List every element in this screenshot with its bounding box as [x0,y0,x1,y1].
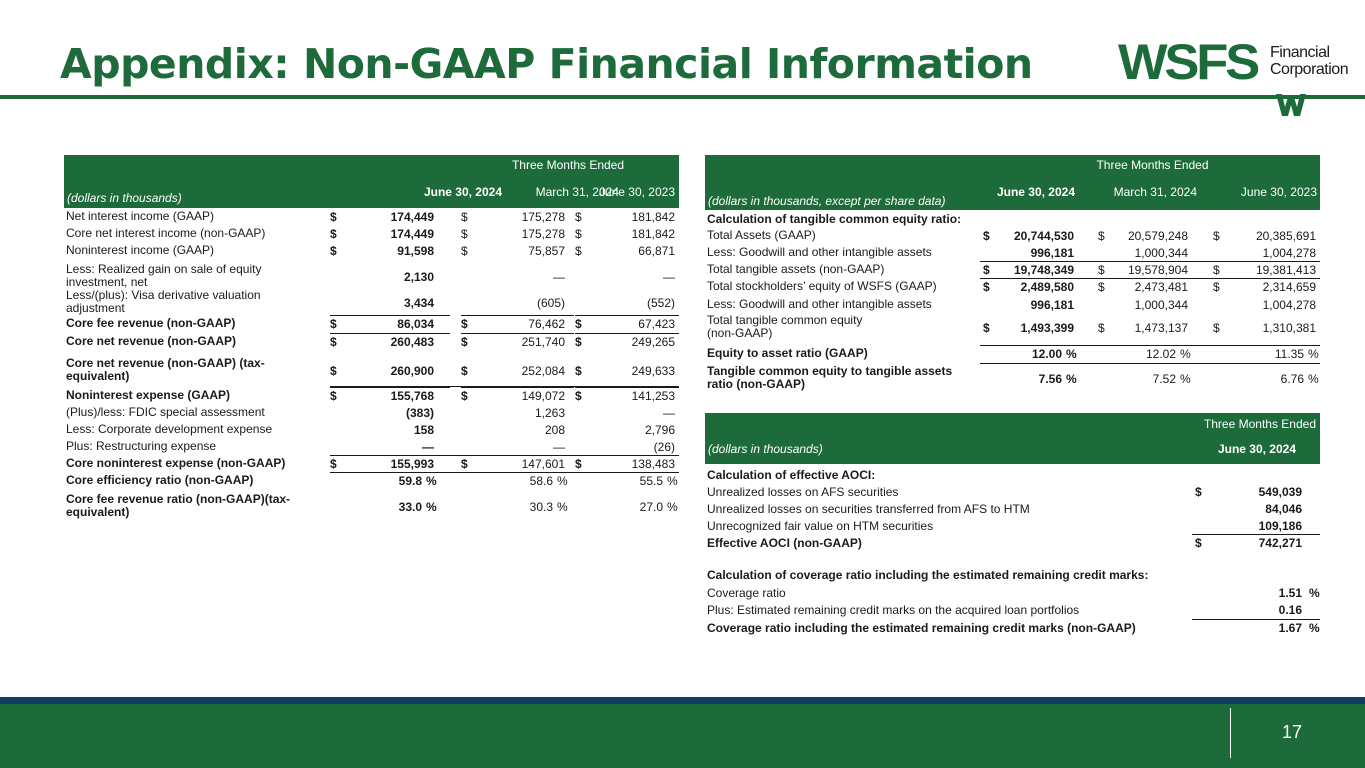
cell-value: 3,434 [403,296,434,310]
cell-value: 7.52 [1152,372,1176,386]
table-row [705,468,1320,482]
row-label: Noninterest income (GAAP) [66,243,215,257]
dollar-sign: $ [461,389,468,403]
table-row [64,227,679,241]
cell-value: 2,130 [403,270,434,284]
cell-value: 252,084 [521,364,565,378]
column-header: June 30, 2024 [423,185,502,199]
table-row [64,289,679,317]
dollar-sign: $ [575,317,582,331]
row-label: Unrecognized fair value on HTM securities [707,519,934,533]
dollar-sign: $ [330,244,337,258]
footer-bar [0,704,1365,768]
cell-value: — [663,406,675,420]
cell-value: 55.5 [639,474,663,488]
cell-value: 2,473,481 [1134,280,1188,294]
table-row [705,568,1320,582]
row-underline [575,387,679,388]
table-row [64,335,679,349]
row-label: Core fee revenue ratio (non-GAAP)(tax- equivalent) [66,492,291,519]
cell-value: 20,385,691 [1255,229,1316,243]
cell-value: 549,039 [1258,485,1302,499]
cell-value: 175,278 [521,227,565,241]
dollar-sign: $ [983,263,990,277]
cell-value: — [422,440,434,454]
row-label: Less: Goodwill and other intangible assets [707,245,932,259]
footer-divider [1230,708,1231,758]
cell-value: 67,423 [638,317,675,331]
dollar-sign: $ [461,335,468,349]
cell-value: 2,314,659 [1262,280,1316,294]
dollar-sign: $ [1195,485,1202,499]
row-label: Core net revenue (non-GAAP) [66,334,237,348]
dollar-sign: $ [1213,263,1220,277]
table-row [705,298,1320,312]
cell-value: 109,186 [1258,519,1302,533]
cell-value: (383) [405,406,434,420]
row-underline [330,472,679,473]
table-row [705,263,1320,277]
aoci-coverage-table [705,413,1320,635]
row-label: Core net revenue (non-GAAP) (tax- equivalent) [66,356,265,383]
dollar-sign: $ [575,227,582,241]
cell-value: 181,842 [631,210,675,224]
cell-value: 260,900 [390,364,434,378]
cell-value: 20,744,530 [1013,229,1074,243]
row-label: Coverage ratio including the estimated remaining credit marks (non-GAAP) [707,621,1136,635]
table-row [64,263,679,291]
percent-sign: % [1066,347,1077,361]
row-underline [330,386,679,387]
dollar-sign: $ [330,457,337,471]
row-underline [980,363,1320,364]
cell-value: — [553,440,565,454]
cell-value: 58.6 [529,474,553,488]
row-label: Less: Realized gain on sale of equity investment, net [66,262,262,289]
cell-value: 20,579,248 [1127,229,1188,243]
column-header: June 30, 2024 [996,185,1075,199]
cell-value: 30.3 [529,500,553,514]
table-row [705,586,1320,600]
row-underline [1192,619,1320,620]
cell-value: 249,633 [631,364,675,378]
row-label: Tangible common equity to tangible assets ratio (non-GAAP) [707,364,953,391]
row-underline [461,333,574,334]
dollar-sign: $ [461,244,468,258]
row-label: Core efficiency ratio (non-GAAP) [66,473,254,487]
row-label: Core noninterest expense (non-GAAP) [66,456,286,470]
cell-value: 59.8 [398,474,422,488]
row-label: Effective AOCI (non-GAAP) [707,536,862,550]
dollar-sign: $ [330,335,337,349]
table-row [64,389,679,403]
wsfs-logo [1118,34,1349,120]
row-underline [330,455,679,456]
row-underline [980,345,1320,346]
dollar-sign: $ [575,364,582,378]
logo-subtitle [1270,44,1348,78]
cell-value: 75,857 [528,244,565,258]
percent-sign: % [426,474,437,488]
row-label: Unrealized losses on securities transferred from AFS to HTM [707,502,1030,516]
wsfs-w-mark-icon [1276,94,1306,116]
row-label: Total Assets (GAAP) [707,228,816,242]
table-row [705,603,1320,617]
cell-value: 1,493,399 [1020,321,1074,335]
table-row [705,314,1320,342]
dollar-sign: $ [575,457,582,471]
row-label: Less: Corporate development expense [66,422,273,436]
row-label: Core fee revenue (non-GAAP) [66,316,236,330]
dollar-sign: $ [330,364,337,378]
row-label: Coverage ratio [707,586,786,600]
percent-sign: % [426,500,437,514]
cell-value: 208 [544,423,565,437]
cell-value: 76,462 [528,317,565,331]
logo-wordmark: WSFS [1118,34,1258,90]
percent-sign: % [1180,372,1191,386]
row-label: Net interest income (GAAP) [66,209,215,223]
table-row [705,502,1320,516]
units-label: (dollars in thousands) [67,191,182,205]
percent-sign: % [1066,372,1077,386]
column-header: June 30, 2024 [1217,442,1296,456]
period-header: Three Months Ended [1203,417,1316,431]
cell-value: 1,004,278 [1262,246,1316,260]
row-label: Total stockholders’ equity of WSFS (GAAP) [707,279,937,293]
percent-sign: % [557,500,568,514]
cell-value: — [663,270,675,284]
cell-value: 1,310,381 [1262,321,1316,335]
cell-value: 66,871 [638,244,675,258]
table-row [705,280,1320,294]
table-row [64,244,679,258]
table-row [64,457,679,471]
dollar-sign: $ [461,210,468,224]
dollar-sign: $ [330,317,337,331]
cell-value: 1,004,278 [1262,298,1316,312]
cell-value: 174,449 [390,227,434,241]
percent-sign: % [1308,347,1319,361]
table-row [705,621,1320,635]
cell-value: 155,993 [390,457,434,471]
table-row [64,440,679,454]
row-underline [575,333,679,334]
dollar-sign: $ [575,335,582,349]
cell-value: (552) [646,296,675,310]
table-row [705,519,1320,533]
cell-value: 1.51 [1278,586,1302,600]
dollar-sign: $ [461,457,468,471]
dollar-sign: $ [461,317,468,331]
dollar-sign: $ [1098,321,1105,335]
column-header: June 30, 2023 [598,185,675,199]
table-header [64,155,679,208]
row-underline [1192,534,1320,535]
table-header [705,155,1320,210]
cell-value: 0.16 [1278,603,1302,617]
table-row [64,423,679,437]
dollar-sign: $ [983,229,990,243]
row-underline [980,261,1320,262]
cell-value: 147,601 [521,457,565,471]
dollar-sign: $ [983,321,990,335]
row-label: Total tangible assets (non-GAAP) [707,262,885,276]
table-row [705,485,1320,499]
cell-value: 33.0 [398,500,422,514]
cell-value: 19,381,413 [1255,263,1316,277]
row-label: Core net interest income (non-GAAP) [66,226,266,240]
table-row [705,536,1320,550]
dollar-sign: $ [983,280,990,294]
dollar-sign: $ [1098,229,1105,243]
cell-value: 12.02 [1145,347,1176,361]
footer-stripe [0,697,1365,704]
row-underline [330,333,450,334]
cell-value: 149,072 [521,389,565,403]
cell-value: 84,046 [1265,502,1302,516]
page-number: 17 [1282,722,1303,742]
row-label: Equity to asset ratio (GAAP) [707,346,868,360]
cell-value: — [553,270,565,284]
row-underline [461,315,574,316]
cell-value: 6.76 [1280,372,1304,386]
table-header [705,413,1320,464]
column-header: March 31, 2024 [535,185,619,199]
table-row [64,474,679,488]
dollar-sign: $ [461,364,468,378]
table-row [64,406,679,420]
cell-value: 175,278 [521,210,565,224]
row-underline [461,387,574,388]
row-label: Plus: Restructuring expense [66,439,217,453]
cell-value: 251,740 [521,335,565,349]
cell-value: 249,265 [631,335,675,349]
cell-value: 155,768 [390,389,434,403]
table-row [705,213,1320,227]
cell-value: 742,271 [1258,536,1302,550]
row-label: Less/(plus): Visa derivative valuation adjustment [66,288,261,315]
period-header: Three Months Ended [1096,158,1209,172]
cell-value: 1,473,137 [1134,321,1188,335]
core-revenue-table [64,155,679,519]
tangible-equity-table [705,155,1320,391]
dollar-sign: $ [330,227,337,241]
dollar-sign: $ [461,227,468,241]
cell-value: 996,181 [1030,298,1074,312]
row-underline [980,278,1320,279]
units-label: (dollars in thousands, except per share data) [708,194,946,208]
period-header: Three Months Ended [511,158,625,172]
cell-value: 174,449 [390,210,434,224]
row-label: Calculation of tangible common equity ratio: [707,212,962,226]
units-label: (dollars in thousands) [708,442,823,456]
row-label: Unrealized losses on AFS securities [707,485,899,499]
dollar-sign: $ [1213,229,1220,243]
row-label: Total tangible common equity (non-GAAP) [707,313,863,340]
dollar-sign: $ [330,389,337,403]
cell-value: (26) [653,440,675,454]
row-label: (Plus)/less: FDIC special assessment [66,405,265,419]
cell-value: 1.67 [1278,621,1302,635]
cell-value: 19,748,349 [1013,263,1074,277]
table-row [64,357,679,385]
dollar-sign: $ [1195,536,1202,550]
cell-value: 27.0 [639,500,663,514]
logo-line-1: Financial [1270,44,1330,61]
cell-value: 2,489,580 [1020,280,1074,294]
cell-value: 138,483 [631,457,675,471]
table-row [705,365,1320,393]
row-label: Calculation of effective AOCI: [707,468,876,482]
logo-line-2: Corporation [1270,61,1349,78]
cell-value: (605) [536,296,565,310]
table-row [64,317,679,331]
row-underline [330,387,450,388]
table-row [705,246,1320,260]
dollar-sign: $ [575,210,582,224]
percent-sign: % [1180,347,1191,361]
percent-sign: % [1309,586,1320,600]
dollar-sign: $ [575,389,582,403]
cell-value: 86,034 [397,317,434,331]
cell-value: 11.35 [1274,347,1304,361]
row-label: Plus: Estimated remaining credit marks on the acquired loan portfolios [707,603,1080,617]
cell-value: 91,598 [397,244,434,258]
cell-value: 1,000,344 [1134,246,1188,260]
cell-value: 260,483 [390,335,434,349]
percent-sign: % [667,500,678,514]
row-label: Calculation of coverage ratio including the estimated remaining credit marks: [707,568,1149,582]
cell-value: 181,842 [631,227,675,241]
row-label: Less: Goodwill and other intangible assets [707,297,932,311]
dollar-sign: $ [1098,280,1105,294]
dollar-sign: $ [1213,321,1220,335]
cell-value: 12.00 [1031,347,1062,361]
table-row [705,347,1320,361]
column-header: June 30, 2023 [1240,185,1317,199]
percent-sign: % [557,474,568,488]
cell-value: 158 [413,423,434,437]
row-underline [575,315,679,316]
cell-value: 1,263 [534,406,565,420]
dollar-sign: $ [1213,280,1220,294]
row-label: Noninterest expense (GAAP) [66,388,231,402]
dollar-sign: $ [575,244,582,258]
cell-value: 141,253 [631,389,675,403]
cell-value: 1,000,344 [1134,298,1188,312]
page-title: Appendix: Non-GAAP Financial Information [60,40,1033,88]
table-row [705,229,1320,243]
table-row [64,210,679,224]
column-header: March 31, 2024 [1113,185,1197,199]
dollar-sign: $ [1098,263,1105,277]
dollar-sign: $ [330,210,337,224]
percent-sign: % [1309,621,1320,635]
percent-sign: % [667,474,678,488]
table-row [64,493,679,521]
cell-value: 996,181 [1030,246,1074,260]
cell-value: 19,578,904 [1127,263,1188,277]
row-underline [330,315,450,316]
percent-sign: % [1308,372,1319,386]
cell-value: 7.56 [1038,372,1062,386]
cell-value: 2,796 [644,423,675,437]
